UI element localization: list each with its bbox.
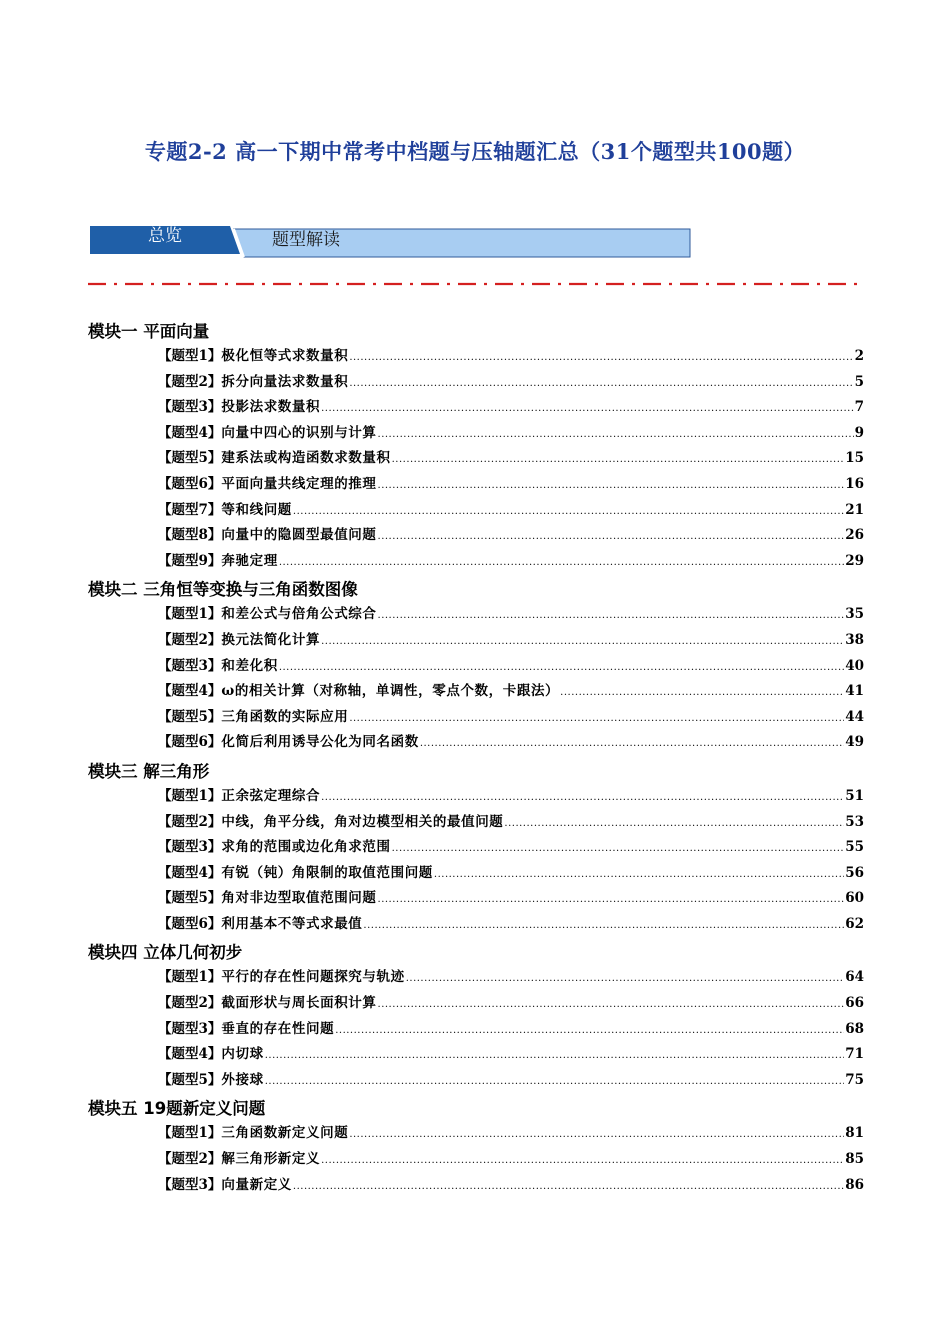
module-heading: 模块四 立体几何初步 xyxy=(88,943,243,963)
toc-dot-leader xyxy=(560,680,844,706)
toc-entry[interactable] xyxy=(158,602,864,628)
toc-entry[interactable] xyxy=(158,730,864,756)
toc-entry-page: 75 xyxy=(845,1071,864,1088)
toc-entry[interactable] xyxy=(158,549,864,575)
toc-entry-tag: 【题型5】 xyxy=(158,708,222,725)
toc-entry-label: 向量中四心的识别与计算 xyxy=(221,424,377,441)
toc-dot-leader xyxy=(293,499,844,525)
toc-entry-tag: 【题型1】 xyxy=(158,348,222,364)
toc-entry[interactable] xyxy=(158,446,864,472)
toc-entry-label: 三角函数新定义问题 xyxy=(221,1125,349,1142)
toc-entry-tag: 【题型5】 xyxy=(158,1071,222,1088)
toc-entry-label: 内切球 xyxy=(221,1046,264,1063)
banner-label: 题型解读 xyxy=(272,230,340,250)
toc-entry[interactable] xyxy=(158,344,864,370)
toc-entry[interactable] xyxy=(158,654,864,680)
toc-entry-page: 64 xyxy=(845,969,864,986)
toc-entry-label: ω的相关计算（对称轴，单调性，零点个数，卡跟法） xyxy=(221,683,560,700)
toc-entry-label: 求角的范围或边化角求范围 xyxy=(221,839,391,856)
toc-entry-label: 化简后利用诱导公化为同名函数 xyxy=(221,734,419,751)
toc-entry-tag: 【题型2】 xyxy=(158,1151,222,1168)
toc-entry-label: 投影法求数量积 xyxy=(221,399,321,416)
toc-entry-tag: 【题型6】 xyxy=(158,915,222,932)
dash-dot-divider xyxy=(88,279,860,289)
toc-entry[interactable] xyxy=(158,886,864,912)
module-heading: 模块一 平面向量 xyxy=(88,322,210,341)
toc-entry-label: 奔驰定理 xyxy=(221,552,278,569)
toc-entry-page: 35 xyxy=(845,606,864,623)
toc-dot-leader xyxy=(349,706,844,732)
toc-entry[interactable] xyxy=(158,1121,864,1147)
toc-entry-tag: 【题型4】 xyxy=(158,683,222,700)
toc-entry[interactable] xyxy=(158,835,864,861)
toc-entry-page: 56 xyxy=(845,864,864,881)
toc-dot-leader xyxy=(321,1148,844,1174)
toc-entry-label: 建系法或构造函数求数量积 xyxy=(221,450,391,467)
toc-entry-page: 5 xyxy=(854,373,864,390)
toc-dot-leader xyxy=(434,862,844,888)
toc-entry-page: 62 xyxy=(845,915,864,932)
toc-dot-leader xyxy=(378,603,845,629)
toc-entry[interactable] xyxy=(158,965,864,991)
toc-entry-tag: 【题型6】 xyxy=(158,734,222,751)
toc-entry-label: 拆分向量法求数量积 xyxy=(221,373,349,390)
toc-entry-page: 15 xyxy=(845,450,864,467)
toc-entry[interactable] xyxy=(158,1017,864,1043)
toc-entry-tag: 【题型2】 xyxy=(158,373,222,390)
toc-entry-page: 26 xyxy=(845,527,864,544)
toc-dot-leader xyxy=(335,1018,844,1044)
toc-entry[interactable] xyxy=(158,628,864,654)
toc-entry-label: 外接球 xyxy=(221,1071,264,1088)
toc-dot-leader xyxy=(392,447,845,473)
toc-entry-page: 44 xyxy=(845,708,864,725)
toc-entry-tag: 【题型3】 xyxy=(158,399,222,416)
toc-entry-page: 41 xyxy=(845,683,864,700)
toc-entry-tag: 【题型5】 xyxy=(158,890,222,907)
toc-entry-tag: 【题型7】 xyxy=(158,501,222,518)
toc-dot-leader xyxy=(378,473,845,499)
toc-dot-leader xyxy=(406,966,844,992)
toc-entry-page: 16 xyxy=(845,475,864,492)
toc-entry-tag: 【题型3】 xyxy=(158,1020,222,1037)
toc-entry-label: 垂直的存在性问题 xyxy=(221,1020,335,1037)
toc-entry-tag: 【题型2】 xyxy=(158,813,222,830)
toc-entry-tag: 【题型9】 xyxy=(158,552,222,569)
toc-dot-leader xyxy=(321,629,844,655)
banner-tab-overview: 总览 xyxy=(148,226,182,246)
toc-dot-leader xyxy=(279,655,844,681)
module-heading: 模块五 19题新定义问题 xyxy=(88,1099,266,1119)
toc-entry-label: 有锐（钝）角限制的取值范围问题 xyxy=(221,864,433,881)
toc-entry[interactable] xyxy=(158,523,864,549)
toc-dot-leader xyxy=(420,731,844,757)
toc-entry-page: 85 xyxy=(845,1151,864,1168)
toc-entry[interactable] xyxy=(158,991,864,1017)
toc-entry[interactable] xyxy=(158,1147,864,1173)
toc-entry-page: 81 xyxy=(845,1125,864,1142)
toc-entry-tag: 【题型2】 xyxy=(158,631,222,648)
toc-entry[interactable] xyxy=(158,861,864,887)
toc-entry-label: 平行的存在性问题探究与轨迹 xyxy=(221,969,405,986)
toc-entry[interactable] xyxy=(158,472,864,498)
toc-dot-leader xyxy=(293,1174,844,1200)
toc-entry-tag: 【题型3】 xyxy=(158,657,222,674)
toc-entry[interactable] xyxy=(158,498,864,524)
toc-entry-page: 2 xyxy=(854,348,864,364)
toc-entry-page: 7 xyxy=(854,399,864,416)
toc-dot-leader xyxy=(349,1122,844,1148)
toc-entry-label: 平面向量共线定理的推理 xyxy=(221,475,377,492)
toc-dot-leader xyxy=(378,524,845,550)
toc-entry-tag: 【题型1】 xyxy=(158,969,222,986)
toc-entry-page: 71 xyxy=(845,1046,864,1063)
module-heading: 模块三 解三角形 xyxy=(88,761,210,781)
toc-dot-leader xyxy=(504,811,844,837)
toc-dot-leader xyxy=(321,785,844,811)
toc-entry-label: 极化恒等式求数量积 xyxy=(221,348,349,364)
toc-entry-tag: 【题型4】 xyxy=(158,424,222,441)
toc-entry[interactable] xyxy=(158,370,864,396)
toc-entry[interactable] xyxy=(158,395,864,421)
toc-dot-leader xyxy=(349,371,853,397)
page-title: 专题2-2 高一下期中常考中档题与压轴题汇总（31个题型共100题） xyxy=(144,139,806,164)
table-of-contents xyxy=(88,316,864,1198)
toc-entry-page: 66 xyxy=(845,995,864,1012)
section-banner xyxy=(90,226,692,260)
toc-entry-label: 三角函数的实际应用 xyxy=(221,708,349,725)
toc-entry-page: 51 xyxy=(845,787,864,804)
toc-entry[interactable] xyxy=(158,784,864,810)
toc-entry[interactable] xyxy=(158,421,864,447)
toc-dot-leader xyxy=(265,1069,844,1095)
toc-entry-tag: 【题型8】 xyxy=(158,527,222,544)
toc-entry-page: 9 xyxy=(854,424,864,441)
toc-entry-label: 和差化积 xyxy=(221,657,278,674)
toc-dot-leader xyxy=(321,396,853,422)
toc-entry[interactable] xyxy=(158,1173,864,1199)
toc-entry-label: 中线，角平分线，角对边模型相关的最值问题 xyxy=(221,813,504,830)
toc-entry-page: 86 xyxy=(845,1176,864,1193)
toc-entry-tag: 【题型3】 xyxy=(158,1176,222,1193)
toc-entry-label: 利用基本不等式求最值 xyxy=(221,915,363,932)
toc-dot-leader xyxy=(378,887,845,913)
module-heading: 模块二 三角恒等变换与三角函数图像 xyxy=(88,580,358,600)
toc-entry-tag: 【题型1】 xyxy=(158,787,222,804)
toc-entry-tag: 【题型6】 xyxy=(158,475,222,492)
toc-entry-page: 49 xyxy=(845,734,864,751)
toc-entry-label: 和差公式与倍角公式综合 xyxy=(221,606,377,623)
toc-entry-label: 向量新定义 xyxy=(221,1176,292,1193)
toc-dot-leader xyxy=(349,345,853,371)
toc-entry[interactable] xyxy=(158,912,864,938)
toc-entry-tag: 【题型1】 xyxy=(158,606,222,623)
toc-dot-leader xyxy=(378,992,845,1018)
toc-entry-label: 换元法简化计算 xyxy=(221,631,321,648)
toc-entry-label: 向量中的隐圆型最值问题 xyxy=(221,527,377,544)
toc-entry-page: 68 xyxy=(845,1020,864,1037)
toc-entry-page: 21 xyxy=(845,501,864,518)
toc-entry-label: 等和线问题 xyxy=(221,501,292,518)
toc-dot-leader xyxy=(279,550,844,576)
toc-entry-tag: 【题型2】 xyxy=(158,995,222,1012)
toc-entry-page: 53 xyxy=(845,813,864,830)
toc-dot-leader xyxy=(363,913,844,939)
toc-entry-page: 55 xyxy=(845,839,864,856)
toc-entry[interactable] xyxy=(158,1042,864,1068)
toc-entry-tag: 【题型4】 xyxy=(158,864,222,881)
toc-entry[interactable] xyxy=(158,1068,864,1094)
toc-entry-label: 角对非边型取值范围问题 xyxy=(221,890,377,907)
toc-entry-tag: 【题型1】 xyxy=(158,1125,222,1142)
toc-entry-label: 解三角形新定义 xyxy=(221,1151,321,1168)
toc-dot-leader xyxy=(378,422,854,448)
toc-entry-page: 38 xyxy=(845,631,864,648)
toc-entry-label: 正余弦定理综合 xyxy=(221,787,321,804)
toc-entry-tag: 【题型3】 xyxy=(158,839,222,856)
toc-entry-page: 60 xyxy=(845,890,864,907)
toc-entry-tag: 【题型4】 xyxy=(158,1046,222,1063)
toc-entry[interactable] xyxy=(158,810,864,836)
toc-entry-page: 40 xyxy=(845,657,864,674)
toc-dot-leader xyxy=(392,836,845,862)
toc-entry-label: 截面形状与周长面积计算 xyxy=(221,995,377,1012)
toc-entry-page: 29 xyxy=(845,552,864,569)
toc-entry[interactable] xyxy=(158,679,864,705)
toc-dot-leader xyxy=(265,1043,844,1069)
toc-entry[interactable] xyxy=(158,705,864,731)
toc-entry-tag: 【题型5】 xyxy=(158,450,222,467)
